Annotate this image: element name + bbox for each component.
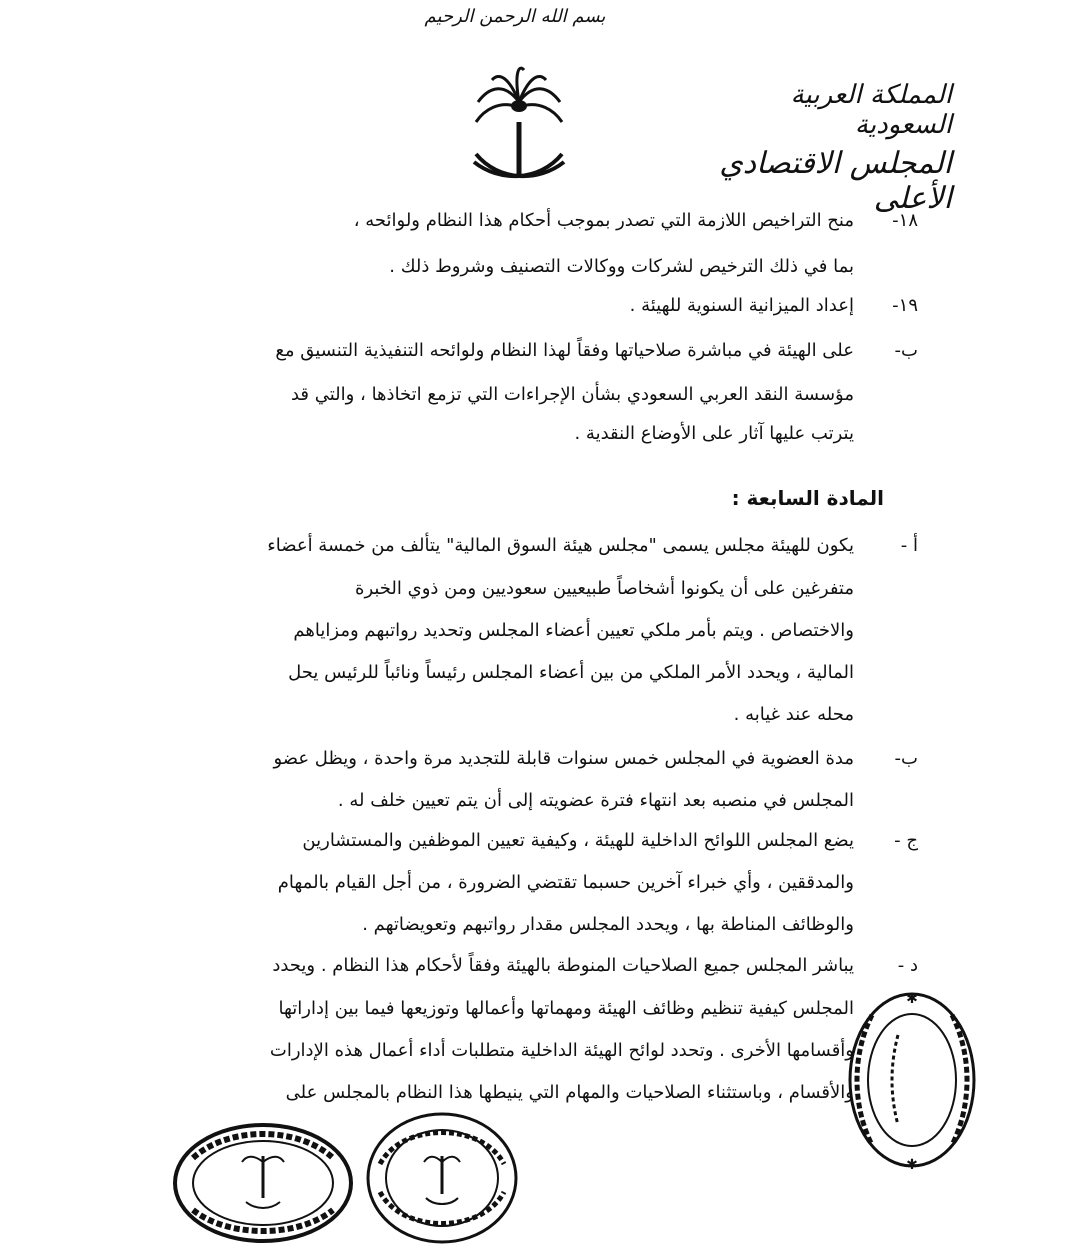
item-line: إعداد الميزانية السنوية للهيئة . bbox=[629, 295, 854, 316]
paragraph-number: ب- bbox=[894, 748, 918, 769]
paragraph-line: محله عند غيابه . bbox=[733, 704, 854, 725]
item-line: بما في ذلك الترخيص لشركات ووكالات التصنيف وشروط ذلك . bbox=[389, 256, 854, 277]
paragraph-line: المالية ، ويحدد الأمر الملكي من بين أعضاء المجلس رئيساً ونائباً للرئيس يحل bbox=[288, 662, 854, 683]
basmala: بسم الله الرحمن الرحيم bbox=[424, 6, 606, 27]
paragraph-line: وأقسامها الأخرى . وتحدد لوائح الهيئة الداخلية متطلبات أداء أعمال هذه الإدارات bbox=[269, 1040, 854, 1061]
paragraph-line: يباشر المجلس جميع الصلاحيات المنوطة بالهيئة وفقاً لأحكام هذا النظام . ويحدد bbox=[272, 955, 854, 976]
item-line: على الهيئة في مباشرة صلاحياتها وفقاً لهذا النظام ولوائحه التنفيذية التنسيق مع bbox=[275, 340, 854, 361]
paragraph-line: والمدققين ، وأي خبراء آخرين حسبما تقتضي الضرورة ، من أجل القيام بالمهام bbox=[277, 872, 854, 893]
item-number: ب- bbox=[894, 340, 918, 361]
council-name: المجلس الاقتصادي الأعلى bbox=[719, 146, 952, 216]
paragraph-line: المجلس في منصبه بعد انتهاء فترة عضويته إلى أن يتم تعيين خلف له . bbox=[337, 790, 854, 811]
paragraph-number: ج - bbox=[894, 830, 918, 851]
paragraph-line: مدة العضوية في المجلس خمس سنوات قابلة للتجديد مرة واحدة ، ويظل عضو bbox=[273, 748, 854, 769]
paragraph-line: متفرغين على أن يكونوا أشخاصاً طبيعيين سعوديين ومن ذوي الخبرة bbox=[355, 578, 854, 599]
item-line: منح التراخيص اللازمة التي تصدر بموجب أحكام هذا النظام ولوائحه ، bbox=[353, 210, 854, 231]
svg-text:✱: ✱ bbox=[906, 1157, 918, 1173]
paragraph-line: المجلس كيفية تنظيم وظائف الهيئة ومهماتها وأعمالها وتوزيعها فيما بين إداراتها bbox=[278, 998, 854, 1019]
item-number: ١٩- bbox=[892, 295, 918, 316]
seal-diwan bbox=[842, 985, 982, 1175]
paragraph-line: والوظائف المناطة بها ، ويحدد المجلس مقدار رواتبهم وتعويضاتهم . bbox=[362, 914, 854, 935]
item-line: يترتب عليها آثار على الأوضاع النقدية . bbox=[574, 423, 854, 444]
paragraph-line: يكون للهيئة مجلس يسمى "مجلس هيئة السوق المالية" يتألف من خمسة أعضاء bbox=[267, 535, 854, 556]
paragraph-number: أ - bbox=[900, 535, 918, 556]
item-line: مؤسسة النقد العربي السعودي بشأن الإجراءات التي تزمع اتخاذها ، والتي قد bbox=[290, 384, 854, 405]
paragraph-number: د - bbox=[897, 955, 918, 976]
paragraph-line: والأقسام ، وباستثناء الصلاحيات والمهام التي ينيطها هذا النظام بالمجلس على bbox=[285, 1082, 854, 1103]
paragraph-line: يضع المجلس اللوائح الداخلية للهيئة ، وكيفية تعيين الموظفين والمستشارين bbox=[302, 830, 854, 851]
organization-header bbox=[692, 80, 952, 216]
article-heading: المادة السابعة : bbox=[731, 486, 884, 510]
seal-economic-council bbox=[168, 1118, 358, 1248]
org-name: المملكة العربية السعودية bbox=[790, 80, 952, 140]
seal-council-of-ministers bbox=[362, 1108, 522, 1248]
paragraph-line: والاختصاص . ويتم بأمر ملكي تعيين أعضاء المجلس وتحديد رواتبهم ومزاياهم bbox=[293, 620, 854, 641]
palm-swords-emblem bbox=[464, 62, 574, 192]
item-number: ١٨- bbox=[892, 210, 918, 231]
svg-text:✱: ✱ bbox=[906, 991, 918, 1007]
